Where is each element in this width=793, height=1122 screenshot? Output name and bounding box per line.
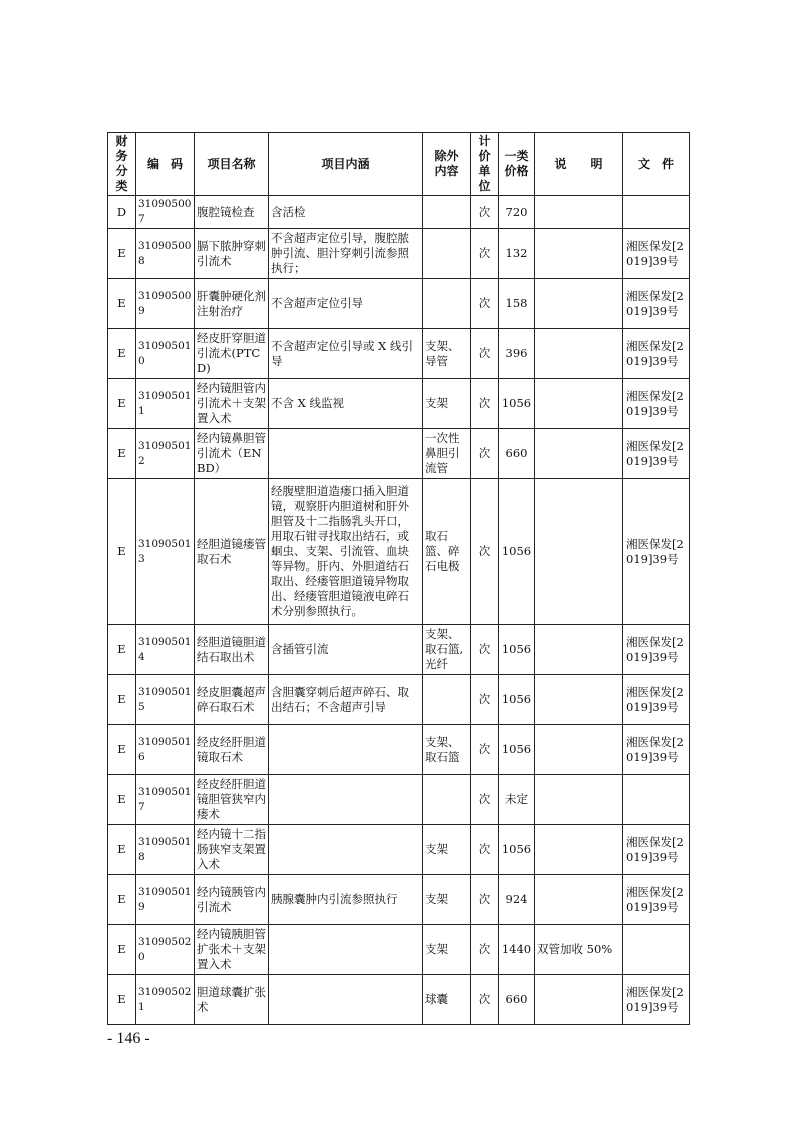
cell-unit: 次 [471,675,499,725]
cell-excluded: 支架 [423,825,471,875]
table-row [108,625,690,675]
cell-excluded: 取石篮、碎石电极 [423,479,471,625]
page-number: - 146 - [107,1030,150,1047]
table-row [108,975,690,1025]
cell-category: E [108,329,136,379]
cell-code: 310905016 [136,725,195,775]
header-note: 说 明 [535,133,623,196]
cell-document: 湘医保发[2019]39号 [623,329,690,379]
cell-unit: 次 [471,329,499,379]
cell-category: E [108,925,136,975]
cell-category: E [108,875,136,925]
cell-code: 310905007 [136,196,195,229]
cell-excluded: 支架 [423,925,471,975]
cell-unit: 次 [471,429,499,479]
cell-price: 660 [499,429,535,479]
cell-note [535,429,623,479]
cell-price: 未定 [499,775,535,825]
cell-note [535,675,623,725]
cell-unit: 次 [471,625,499,675]
cell-document: 湘医保发[2019]39号 [623,229,690,279]
cell-price: 660 [499,975,535,1025]
cell-document: 湘医保发[2019]39号 [623,429,690,479]
cell-category: D [108,196,136,229]
cell-name: 膈下脓肿穿刺引流术 [195,229,269,279]
cell-connotation [269,975,423,1025]
header-category: 财务 分类 [108,133,136,196]
cell-excluded: 支架 [423,379,471,429]
cell-unit: 次 [471,775,499,825]
cell-connotation: 经腹壁胆道造瘘口插入胆道镜，观察肝内胆道树和肝外胆管及十二指肠乳头开口，用取石钳寻找取出结石，或蛔虫、支架、引流管、血块等异物。肝内、外胆道结石取出、经瘘管胆道镜异物取出、经瘘管胆道镜液电碎石术分别参照执行。 [269,479,423,625]
cell-code: 310905010 [136,329,195,379]
cell-code: 310905020 [136,925,195,975]
table-row [108,429,690,479]
cell-unit: 次 [471,479,499,625]
header-unit: 计价 单位 [471,133,499,196]
header-code: 编 码 [136,133,195,196]
cell-unit: 次 [471,229,499,279]
cell-document: 湘医保发[2019]39号 [623,279,690,329]
cell-excluded [423,675,471,725]
cell-code: 310905019 [136,875,195,925]
cell-note [535,825,623,875]
table-row [108,675,690,725]
cell-code: 310905021 [136,975,195,1025]
cell-category: E [108,975,136,1025]
cell-category: E [108,479,136,625]
cell-note [535,725,623,775]
cell-code: 310905008 [136,229,195,279]
cell-price: 1056 [499,725,535,775]
cell-connotation: 不含超声定位引导 [269,279,423,329]
cell-document: 湘医保发[2019]39号 [623,725,690,775]
cell-note: 双管加收 50% [535,925,623,975]
header-connotation: 项目内涵 [269,133,423,196]
price-table [107,132,690,1025]
cell-unit: 次 [471,975,499,1025]
cell-code: 310905014 [136,625,195,675]
header-name: 项目名称 [195,133,269,196]
cell-connotation: 不含超声定位引导，腹腔脓肿引流、胆汁穿刺引流参照执行； [269,229,423,279]
cell-name: 经皮经肝胆道镜胆管狭窄内瘘术 [195,775,269,825]
cell-price: 1056 [499,379,535,429]
cell-code: 310905015 [136,675,195,725]
cell-category: E [108,825,136,875]
cell-name: 经胆道镜瘘管取石术 [195,479,269,625]
cell-name: 腹腔镜检查 [195,196,269,229]
cell-name: 经皮胆囊超声碎石取石术 [195,675,269,725]
cell-excluded: 支架、取石篮 [423,725,471,775]
cell-document: 湘医保发[2019]39号 [623,379,690,429]
cell-category: E [108,429,136,479]
cell-price: 158 [499,279,535,329]
cell-unit: 次 [471,875,499,925]
cell-document: 湘医保发[2019]39号 [623,625,690,675]
cell-category: E [108,279,136,329]
table-row [108,196,690,229]
cell-code: 310905018 [136,825,195,875]
cell-excluded: 一次性鼻胆引流管 [423,429,471,479]
cell-price: 1056 [499,675,535,725]
table-row [108,825,690,875]
cell-price: 1056 [499,479,535,625]
cell-code: 310905012 [136,429,195,479]
cell-price: 720 [499,196,535,229]
header-document: 文 件 [623,133,690,196]
cell-excluded: 支架、导管 [423,329,471,379]
cell-name: 经内镜鼻胆管引流术（ENBD） [195,429,269,479]
cell-excluded [423,279,471,329]
cell-category: E [108,625,136,675]
cell-note [535,775,623,825]
cell-connotation [269,775,423,825]
cell-category: E [108,229,136,279]
cell-unit: 次 [471,825,499,875]
cell-note [535,379,623,429]
cell-document: 湘医保发[2019]39号 [623,479,690,625]
cell-document: 湘医保发[2019]39号 [623,675,690,725]
cell-document: 湘医保发[2019]39号 [623,825,690,875]
table-row [108,479,690,625]
cell-code: 310905017 [136,775,195,825]
cell-unit: 次 [471,279,499,329]
cell-note [535,196,623,229]
cell-name: 经皮经肝胆道镜取石术 [195,725,269,775]
cell-code: 310905011 [136,379,195,429]
cell-note [535,625,623,675]
cell-note [535,279,623,329]
cell-document: 湘医保发[2019]39号 [623,975,690,1025]
cell-unit: 次 [471,725,499,775]
table-row [108,229,690,279]
cell-document [623,775,690,825]
cell-document [623,196,690,229]
cell-connotation: 含插管引流 [269,625,423,675]
cell-connotation [269,825,423,875]
cell-name: 胆道球囊扩张术 [195,975,269,1025]
table-row [108,279,690,329]
cell-excluded [423,229,471,279]
cell-category: E [108,379,136,429]
cell-code: 310905009 [136,279,195,329]
cell-connotation: 不含 X 线监视 [269,379,423,429]
cell-connotation: 胰腺囊肿内引流参照执行 [269,875,423,925]
cell-connotation: 不含超声定位引导或 X 线引导 [269,329,423,379]
cell-name: 经皮肝穿胆道引流术(PTCD) [195,329,269,379]
header-row [108,133,690,196]
table-body [108,196,690,1025]
cell-price: 1056 [499,825,535,875]
cell-connotation: 含活检 [269,196,423,229]
cell-document [623,925,690,975]
cell-category: E [108,675,136,725]
cell-unit: 次 [471,925,499,975]
table-row [108,925,690,975]
table-row [108,329,690,379]
cell-price: 132 [499,229,535,279]
cell-price: 1056 [499,625,535,675]
cell-excluded [423,196,471,229]
cell-excluded: 球囊 [423,975,471,1025]
table-row [108,379,690,429]
table-row [108,725,690,775]
cell-note [535,329,623,379]
price-table-container [107,132,689,1025]
cell-note [535,975,623,1025]
cell-connotation [269,925,423,975]
header-excluded: 除外 内容 [423,133,471,196]
cell-name: 肝囊肿硬化剂注射治疗 [195,279,269,329]
cell-excluded: 支架 [423,875,471,925]
cell-price: 396 [499,329,535,379]
cell-excluded: 支架、取石篮, 光纤 [423,625,471,675]
cell-code: 310905013 [136,479,195,625]
cell-name: 经内镜胰胆管扩张术＋支架置入术 [195,925,269,975]
cell-name: 经内镜胆管内引流术＋支架置入术 [195,379,269,429]
cell-connotation [269,725,423,775]
cell-document: 湘医保发[2019]39号 [623,875,690,925]
cell-unit: 次 [471,196,499,229]
cell-connotation [269,429,423,479]
header-price: 一类 价格 [499,133,535,196]
cell-excluded [423,775,471,825]
cell-connotation: 含胆囊穿刺后超声碎石、取出结石；不含超声引导 [269,675,423,725]
table-row [108,875,690,925]
cell-category: E [108,725,136,775]
cell-note [535,479,623,625]
cell-note [535,229,623,279]
cell-price: 924 [499,875,535,925]
cell-category: E [108,775,136,825]
cell-name: 经内镜胰管内引流术 [195,875,269,925]
cell-price: 1440 [499,925,535,975]
cell-note [535,875,623,925]
cell-unit: 次 [471,379,499,429]
table-row [108,775,690,825]
cell-name: 经内镜十二指肠狭窄支架置入术 [195,825,269,875]
cell-name: 经胆道镜胆道结石取出术 [195,625,269,675]
